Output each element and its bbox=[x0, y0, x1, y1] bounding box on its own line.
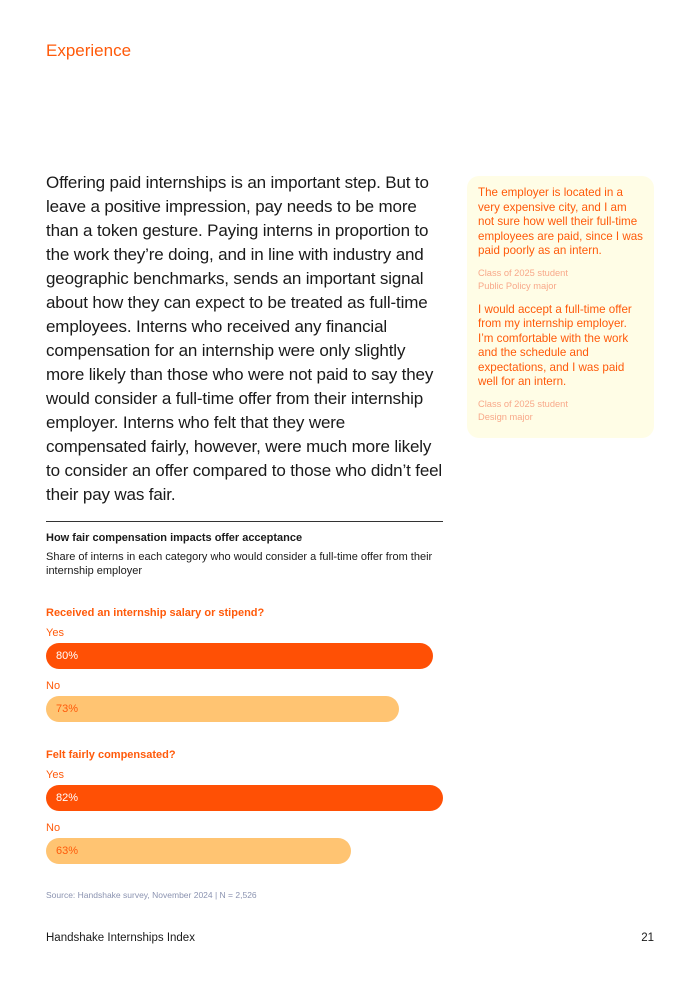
attribution-class: Class of 2025 student bbox=[478, 267, 568, 278]
bar bbox=[46, 696, 399, 722]
bar-category-label: Yes bbox=[46, 769, 64, 781]
footer-title: Handshake Internships Index bbox=[46, 932, 195, 944]
bar-value-label: 80% bbox=[56, 650, 79, 662]
bar-value-label: 63% bbox=[56, 845, 79, 857]
chart-title: How fair compensation impacts offer acceptance bbox=[46, 532, 303, 544]
bar-category-label: No bbox=[46, 822, 61, 834]
chart-source: Source: Handshake survey, November 2024 | N = 2,526 bbox=[46, 890, 257, 900]
left-column bbox=[46, 41, 446, 901]
quote-text: The employer is located in a very expensive city, and I am not sure how well their full-time employees are paid, since I was paid poorly as an intern. bbox=[478, 186, 643, 257]
chart-subtitle: Share of interns in each category who would consider a full-time offer from their internship employer bbox=[46, 551, 433, 577]
group-title: Received an internship salary or stipend? bbox=[46, 607, 265, 619]
bar bbox=[46, 643, 433, 669]
page-number: 21 bbox=[641, 932, 654, 944]
bar bbox=[46, 838, 351, 864]
bar-category-label: No bbox=[46, 680, 61, 692]
bar-category-label: Yes bbox=[46, 627, 64, 639]
attribution-major: Public Policy major bbox=[478, 280, 557, 291]
quote-attribution bbox=[478, 398, 643, 424]
footer bbox=[46, 901, 654, 945]
quote-attribution bbox=[478, 267, 643, 293]
main-content bbox=[46, 41, 654, 901]
quote-text: I would accept a full-time offer from my internship employer. I’m comfortable with the work and the schedule and expectations, and I was paid well for an intern. bbox=[478, 302, 632, 388]
section-title: Experience bbox=[46, 41, 132, 60]
bar-value-label: 73% bbox=[56, 703, 79, 715]
bar-chart bbox=[46, 578, 446, 864]
divider bbox=[46, 521, 443, 522]
bar-group bbox=[46, 606, 446, 722]
bar-value-label: 82% bbox=[56, 792, 79, 804]
bar-group bbox=[46, 748, 446, 864]
group-title: Felt fairly compensated? bbox=[46, 749, 176, 761]
attribution-class: Class of 2025 student bbox=[478, 398, 568, 409]
quote-sidebar bbox=[467, 176, 654, 438]
attribution-major: Design major bbox=[478, 411, 533, 422]
body-paragraph: Offering paid internships is an important step. But to leave a positive impression, pay needs to be more than a token gesture. Paying interns in proportion to the work they’re doing, and in line with industry and geographic benchmarks, sends an important signal about how they can expect to be treated as full-time employees. Interns who received any financial compensation for an internship were only slightly more likely than those who were not paid to say they would consider a full-time offer from their internship employer. Interns who felt that they were compensated fairly, however, were much more likely to consider an offer compared to those who didn’t feel their pay was fair. bbox=[46, 173, 443, 504]
bar bbox=[46, 785, 443, 811]
